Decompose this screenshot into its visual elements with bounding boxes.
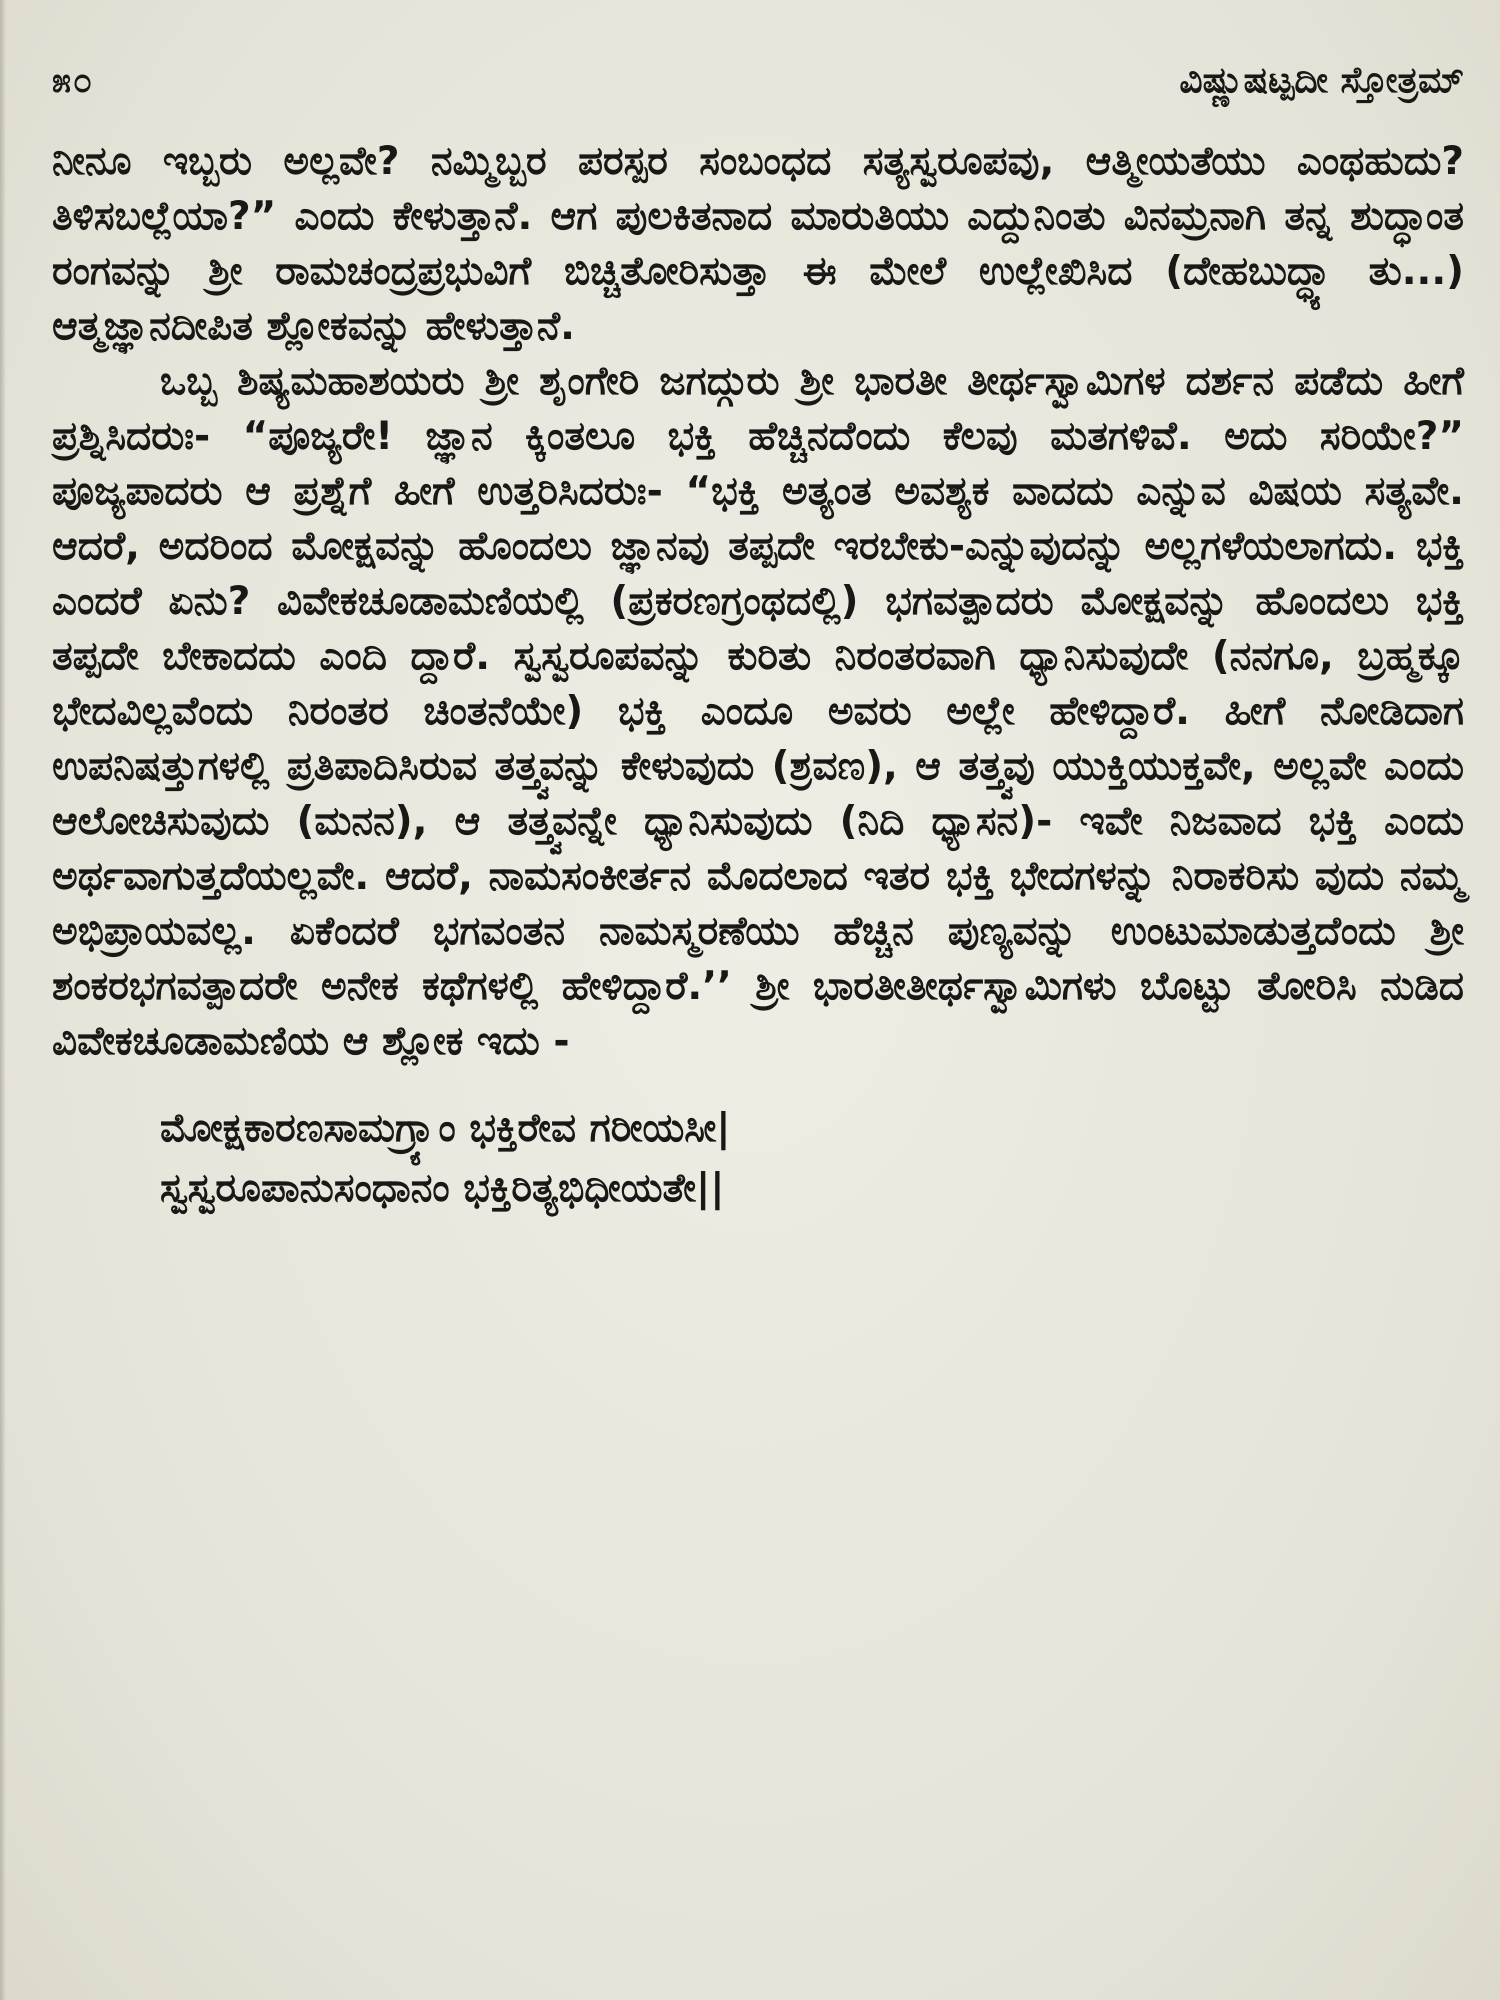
paragraph-1: ನೀನೂ ಇಬ್ಬರು ಅಲ್ಲವೇ? ನಮ್ಮಿಬ್ಬರ ಪರಸ್ಪರ ಸಂಬಂಧದ ಸತ್ಯಸ್ವರೂಪವು, ಆತ್ಮೀಯತೆಯು ಎಂಥಹುದು? ತಿಳಿಸಬಲ್ಲೆಯಾ?” ಎಂದು ಕೇಳುತ್ತಾನೆ. ಆಗ ಪುಲಕಿತನಾದ ಮಾರುತಿಯು ಎದ್ದುನಿಂತು ವಿನಮ್ರನಾಗಿ ತನ್ನ ಶುದ್ಧಾಂತ ರಂಗವನ್ನು ಶ್ರೀ ರಾಮಚಂದ್ರಪ್ರಭುವಿಗೆ ಬಿಚ್ಚಿತೋರಿಸುತ್ತಾ ಈ ಮೇಲೆ ಉಲ್ಲೇಖಿಸಿದ (ದೇಹಬುದ್ಧ್ಯಾ ತು...) ಆತ್ಮಜ್ಞಾನದೀಪಿತ ಶ್ಲೋಕವನ್ನು ಹೇಳುತ್ತಾನೆ. [52,139,1464,349]
page-header [52,60,1464,112]
verse-line-2: ಸ್ವಸ್ವರೂಪಾನುಸಂಧಾನಂ ಭಕ್ತಿರಿತ್ಯಭಿಧೀಯತೇ|| [160,1166,725,1211]
page-edge-shadow [0,0,6,2000]
shloka-verse [52,1099,1464,1219]
body-text [52,134,1464,1069]
running-title: ವಿಷ್ಣುಷಟ್ಪದೀ ಸ್ತೋತ್ರಮ್ [1179,60,1464,101]
verse-line-1: ಮೋಕ್ಷಕಾರಣಸಾಮಗ್ರ್ಯಾಂ ಭಕ್ತಿರೇವ ಗರೀಯಸೀ| [160,1106,731,1151]
paragraph-2: ಒಬ್ಬ ಶಿಷ್ಯಮಹಾಶಯರು ಶ್ರೀ ಶೃಂಗೇರಿ ಜಗದ್ಗುರು ಶ್ರೀ ಭಾರತೀ ತೀರ್ಥಸ್ವಾಮಿಗಳ ದರ್ಶನ ಪಡೆದು ಹೀಗೆ ಪ್ರಶ್ನಿಸಿದರುಃ- “ಪೂಜ್ಯರೇ! ಜ್ಞಾನ ಕ್ಕಿಂತಲೂ ಭಕ್ತಿ ಹೆಚ್ಚಿನದೆಂದು ಕೆಲವು ಮತಗಳಿವೆ. ಅದು ಸರಿಯೇ?” ಪೂಜ್ಯಪಾದರು ಆ ಪ್ರಶ್ನೆಗೆ ಹೀಗೆ ಉತ್ತರಿಸಿದರುಃ- “ಭಕ್ತಿ ಅತ್ಯಂತ ಅವಶ್ಯಕ ವಾದದು ಎನ್ನುವ ವಿಷಯ ಸತ್ಯವೇ. ಆದರೆ, ಅದರಿಂದ ಮೋಕ್ಷವನ್ನು ಹೊಂದಲು ಜ್ಞಾನವು ತಪ್ಪದೇ ಇರಬೇಕು-ಎನ್ನುವುದನ್ನು ಅಲ್ಲಗಳೆಯಲಾಗದು. ಭಕ್ತಿ ಎಂದರೆ ಏನು? ವಿವೇಕಚೂಡಾಮಣಿಯಲ್ಲಿ (ಪ್ರಕರಣಗ್ರಂಥದಲ್ಲಿ) ಭಗವತ್ಪಾದರು ಮೋಕ್ಷವನ್ನು ಹೊಂದಲು ಭಕ್ತಿ ತಪ್ಪದೇ ಬೇಕಾದದು ಎಂದಿ ದ್ದಾರೆ. ಸ್ವಸ್ವರೂಪವನ್ನು ಕುರಿತು ನಿರಂತರವಾಗಿ ಧ್ಯಾನಿಸುವುದೇ (ನನಗೂ, ಬ್ರಹ್ಮಕ್ಕೂ ಭೇದವಿಲ್ಲವೆಂದು ನಿರಂತರ ಚಿಂತನೆಯೇ) ಭಕ್ತಿ ಎಂದೂ ಅವರು ಅಲ್ಲೇ ಹೇಳಿದ್ದಾರೆ. ಹೀಗೆ ನೋಡಿದಾಗ ಉಪನಿಷತ್ತುಗಳಲ್ಲಿ ಪ್ರತಿಪಾದಿಸಿರುವ ತತ್ತ್ವವನ್ನು ಕೇಳುವುದು (ಶ್ರವಣ), ಆ ತತ್ತ್ವವು ಯುಕ್ತಿಯುಕ್ತವೇ, ಅಲ್ಲವೇ ಎಂದು ಆಲೋಚಿಸುವುದು (ಮನನ), ಆ ತತ್ತ್ವವನ್ನೇ ಧ್ಯಾನಿಸುವುದು (ನಿದಿ ಧ್ಯಾಸನ)- ಇವೇ ನಿಜವಾದ ಭಕ್ತಿ ಎಂದು ಅರ್ಥವಾಗುತ್ತದೆಯಲ್ಲವೇ. ಆದರೆ, ನಾಮಸಂಕೀರ್ತನ ಮೊದಲಾದ ಇತರ ಭಕ್ತಿ ಭೇದಗಳನ್ನು ನಿರಾಕರಿಸು ವುದು ನಮ್ಮ ಅಭಿಪ್ರಾಯವಲ್ಲ. ಏಕೆಂದರೆ ಭಗವಂತನ ನಾಮಸ್ಮರಣೆಯು ಹೆಚ್ಚಿನ ಪುಣ್ಯವನ್ನು ಉಂಟುಮಾಡುತ್ತದೆಂದು ಶ್ರೀ ಶಂಕರಭಗವತ್ಪಾದರೇ ಅನೇಕ ಕಥೆಗಳಲ್ಲಿ ಹೇಳಿದ್ದಾರೆ.’’ ಶ್ರೀ ಭಾರತೀತೀರ್ಥಸ್ವಾಮಿಗಳು ಬೊಟ್ಟು ತೋರಿಸಿ ನುಡಿದ ವಿವೇಕಚೂಡಾಮಣಿಯ ಆ ಶ್ಲೋಕ ಇದು - [52,359,1464,1064]
page-number: ೫೦ [52,61,95,101]
